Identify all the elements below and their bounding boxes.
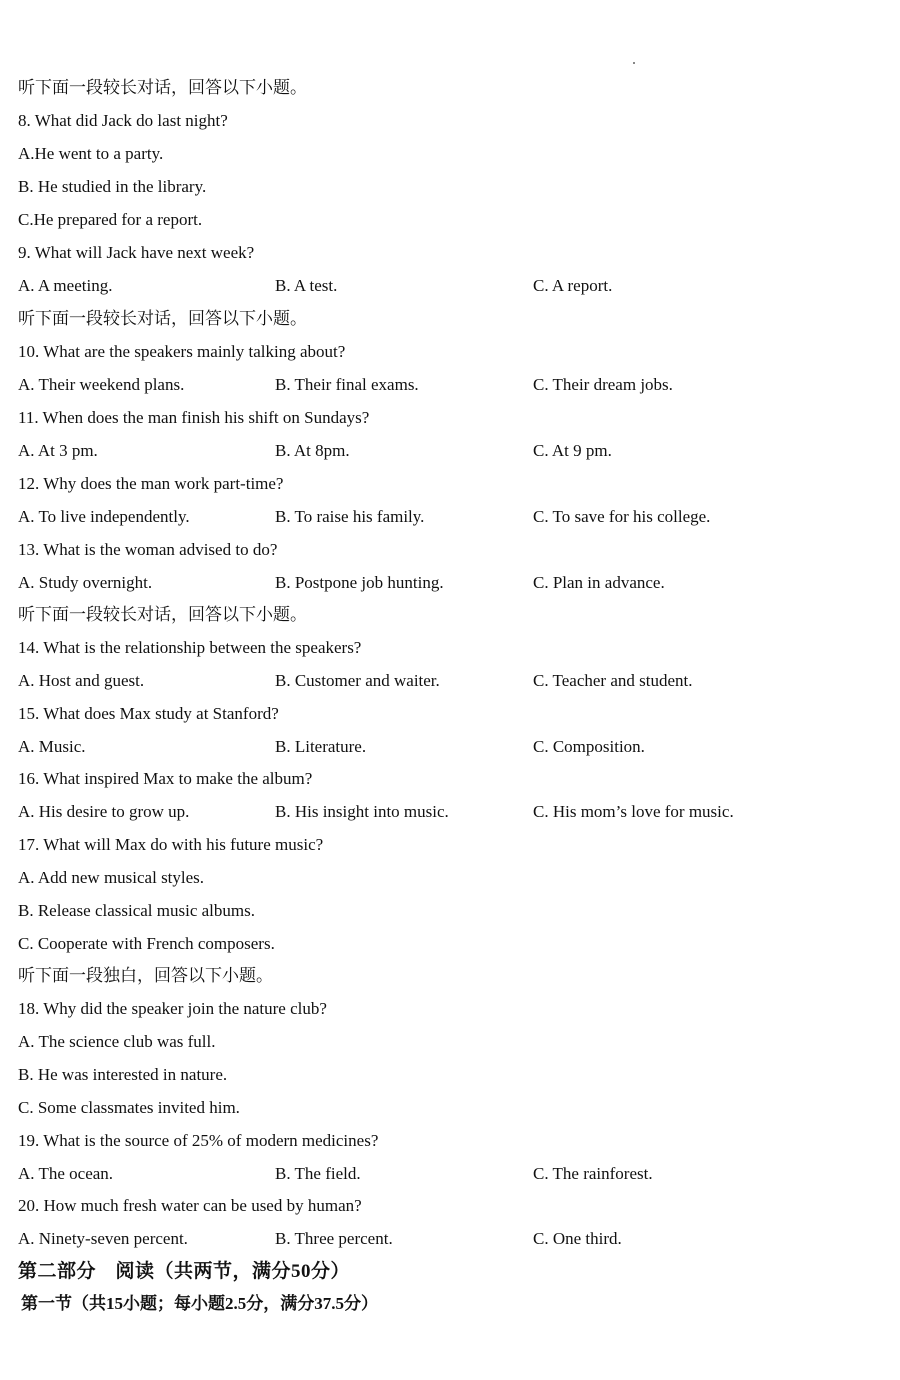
option-8a: A.He went to a party. (18, 144, 164, 163)
section-intro: 听下面一段较长对话，回答以下小题。 (18, 78, 307, 97)
option-18c: C. Some classmates invited him. (18, 1098, 240, 1117)
option-18a: A. The science club was full. (18, 1032, 216, 1051)
question-11: 11. When does the man finish his shift on Sundays? (18, 408, 370, 427)
option-12c: C. To save for his college. (533, 507, 711, 526)
question-20: 20. How much fresh water can be used by human? (18, 1196, 362, 1215)
option-13b: B. Postpone job hunting. (275, 573, 444, 592)
scan-dot (633, 62, 635, 64)
question-13: 13. What is the woman advised to do? (18, 540, 278, 559)
option-16b: B. His insight into music. (275, 802, 449, 821)
option-13a: A. Study overnight. (18, 573, 153, 592)
question-9: 9. What will Jack have next week? (18, 243, 255, 262)
section-intro: 听下面一段较长对话，回答以下小题。 (18, 605, 307, 624)
option-15b: B. Literature. (275, 737, 367, 756)
option-9b: B. A test. (275, 276, 338, 295)
option-11c: C. At 9 pm. (533, 441, 612, 460)
option-19a: A. The ocean. (18, 1164, 114, 1183)
option-11a: A. At 3 pm. (18, 441, 98, 460)
option-17c: C. Cooperate with French composers. (18, 934, 275, 953)
section-intro: 听下面一段独白，回答以下小题。 (18, 966, 273, 985)
question-12: 12. Why does the man work part-time? (18, 474, 284, 493)
option-10c: C. Their dream jobs. (533, 375, 673, 394)
option-9c: C. A report. (533, 276, 613, 295)
option-10a: A. Their weekend plans. (18, 375, 185, 394)
option-19c: C. The rainforest. (533, 1164, 653, 1183)
question-19: 19. What is the source of 25% of modern medicines? (18, 1131, 379, 1150)
section-heading: 第一节（共15小题；每小题2.5分，满分37.5分） (21, 1294, 378, 1313)
option-15a: A. Music. (18, 737, 86, 756)
question-10: 10. What are the speakers mainly talking about? (18, 342, 346, 361)
option-20c: C. One third. (533, 1229, 622, 1248)
option-18b: B. He was interested in nature. (18, 1065, 228, 1084)
option-14b: B. Customer and waiter. (275, 671, 440, 690)
option-10b: B. Their final exams. (275, 375, 419, 394)
option-13c: C. Plan in advance. (533, 573, 665, 592)
question-8: 8. What did Jack do last night? (18, 111, 228, 130)
option-14a: A. Host and guest. (18, 671, 145, 690)
option-16c: C. His mom’s love for music. (533, 802, 734, 821)
option-16a: A. His desire to grow up. (18, 802, 190, 821)
option-17a: A. Add new musical styles. (18, 868, 205, 887)
option-12a: A. To live independently. (18, 507, 190, 526)
option-14c: C. Teacher and student. (533, 671, 693, 690)
section-intro: 听下面一段较长对话，回答以下小题。 (18, 309, 307, 328)
option-11b: B. At 8pm. (275, 441, 350, 460)
option-12b: B. To raise his family. (275, 507, 425, 526)
question-16: 16. What inspired Max to make the album? (18, 769, 313, 788)
option-15c: C. Composition. (533, 737, 645, 756)
option-17b: B. Release classical music albums. (18, 901, 255, 920)
option-8b: B. He studied in the library. (18, 177, 207, 196)
option-20b: B. Three percent. (275, 1229, 393, 1248)
question-18: 18. Why did the speaker join the nature club? (18, 999, 327, 1018)
option-19b: B. The field. (275, 1164, 361, 1183)
part-heading: 第二部分 阅读（共两节，满分50分） (18, 1261, 351, 1282)
option-9a: A. A meeting. (18, 276, 113, 295)
option-20a: A. Ninety-seven percent. (18, 1229, 188, 1248)
question-17: 17. What will Max do with his future music? (18, 835, 324, 854)
question-14: 14. What is the relationship between the speakers? (18, 638, 362, 657)
option-8c: C.He prepared for a report. (18, 210, 203, 229)
question-15: 15. What does Max study at Stanford? (18, 704, 279, 723)
